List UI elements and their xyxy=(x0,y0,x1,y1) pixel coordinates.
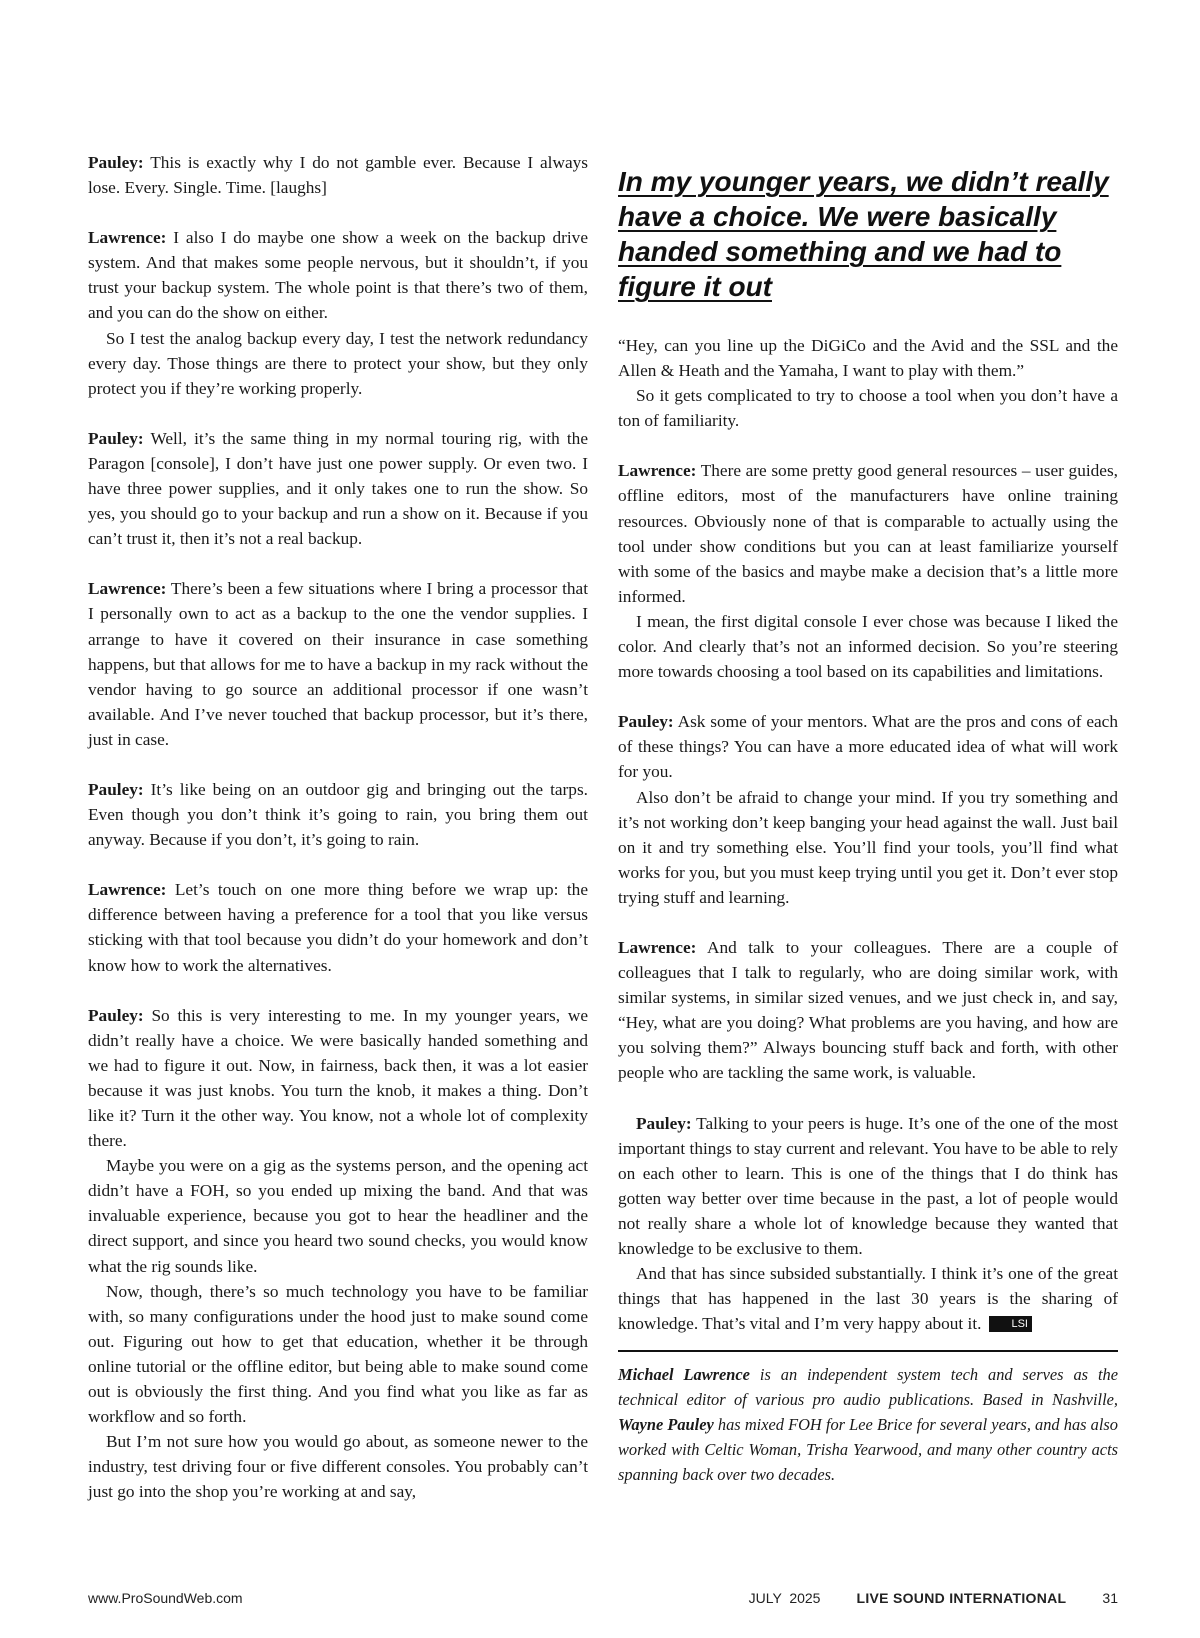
paragraph-text: And that has since subsided substantially. I think it’s one of the great things that has happened in the last 30 years is the sharing of knowledge. That’s vital and I’m very happy about it. xyxy=(618,1264,1118,1334)
paragraph-text: “Hey, can you line up the DiGiCo and the Avid and the SSL and the Allen & Heath and the Yamaha, I want to play with them.” xyxy=(618,336,1118,381)
footer-page-number: 31 xyxy=(1102,1590,1118,1606)
speaker-label: Pauley: xyxy=(636,1113,692,1133)
paragraph xyxy=(88,1153,588,1278)
right-column xyxy=(618,150,1118,1487)
bio-name: Michael Lawrence xyxy=(618,1365,750,1385)
paragraph-text: Ask some of your mentors. What are the pros and cons of each of these things? You can have a more educated idea of what will work for you. xyxy=(618,712,1118,782)
footer-magazine-name: LIVE SOUND INTERNATIONAL xyxy=(856,1590,1067,1606)
paragraph-text: So it gets complicated to try to choose a tool when you don’t have a ton of familiarity. xyxy=(618,386,1118,431)
speaker-label: Lawrence: xyxy=(618,937,697,957)
speaker-label: Pauley: xyxy=(618,712,674,732)
paragraph xyxy=(618,458,1118,609)
paragraph xyxy=(88,576,588,752)
end-mark-badge: LSI xyxy=(989,1316,1032,1332)
speaker-label: Pauley: xyxy=(88,1005,144,1025)
paragraph-text: Let’s touch on one more thing before we wrap up: the difference between having a preference for a tool that you like versus sticking with that tool because you didn’t do your homework and don’t know how to work the alternatives. xyxy=(88,880,588,975)
paragraph-text: I also I do maybe one show a week on the backup drive system. And that makes some people nervous, but it shouldn’t, if you trust your backup system. The whole point is that there’s two of them, and you can do the show on either. xyxy=(88,228,588,323)
paragraph xyxy=(88,777,588,852)
speaker-label: Pauley: xyxy=(88,779,144,799)
paragraph-text: Maybe you were on a gig as the systems person, and the opening act didn’t have a FOH, so you ended up mixing the band. And that was invaluable experience, because you got to hear the headliner and the direct support, and since you heard two sound checks, you would know what the rig sounds like. xyxy=(88,1156,588,1276)
paragraph xyxy=(618,935,1118,1086)
bio-name: Wayne Pauley xyxy=(618,1415,714,1435)
paragraph xyxy=(88,326,588,401)
paragraph xyxy=(618,1261,1118,1336)
pull-quote: In my younger years, we didn’t really have a choice. We were basically handed something and we had to figure it out xyxy=(618,166,1109,302)
footer-url[interactable]: www.ProSoundWeb.com xyxy=(88,1590,243,1606)
paragraph-text: This is exactly why I do not gamble ever. Because I always lose. Every. Single. Time. [laughs] xyxy=(88,153,588,198)
paragraph-text: It’s like being on an outdoor gig and bringing out the tarps. Even though you don’t think it’s going to rain, you bring them out anyway. Because if you don’t, it’s going to rain. xyxy=(88,779,588,850)
paragraph-text: And talk to your colleagues. There are a couple of colleagues that I talk to regularly, who are doing similar work, with similar systems, in similar sized venues, and we just check in, and say, “Hey, what are you doing? What problems are you having, and how are you solving them?” Always bouncing stuff back and forth, with other people who are tackling the same work, is valuable. xyxy=(618,937,1118,1083)
paragraph-text: There’s been a few situations where I bring a processor that I personally own to act as a backup to the one the vendor supplies. I arrange to have it covered on their insurance in case something happens, but that allows for me to have a backup in my rack without the vendor having to go source an additional processor if one wasn’t available. And I’ve never touched that backup processor, but it’s there, just in case. xyxy=(88,579,588,749)
paragraph-text: Well, it’s the same thing in my normal touring rig, with the Paragon [console], I don’t have just one power supply. Or even two. I have three power supplies, and it only takes one to run the show. So yes, you should go to your backup and run a show on it. Because if you can’t trust it, then it’s not a real backup. xyxy=(88,428,588,549)
paragraph xyxy=(618,785,1118,910)
paragraph xyxy=(88,426,588,551)
paragraph xyxy=(618,1111,1118,1262)
speaker-label: Pauley: xyxy=(88,153,144,172)
paragraph xyxy=(618,333,1118,383)
page-footer xyxy=(88,1590,1118,1614)
left-column xyxy=(88,150,588,1505)
paragraph xyxy=(88,1003,588,1154)
paragraph xyxy=(88,877,588,977)
paragraph-text: So I test the analog backup every day, I test the network redundancy every day. Those things are there to protect your show, but they only protect you if they’re working properly. xyxy=(88,328,588,398)
paragraph xyxy=(618,383,1118,433)
footer-issue-date: JULY 2025 xyxy=(748,1590,821,1606)
author-bio xyxy=(618,1350,1118,1487)
paragraph xyxy=(88,1279,588,1430)
paragraph xyxy=(618,609,1118,684)
speaker-label: Pauley: xyxy=(88,428,144,448)
bio-text: has mixed FOH for Lee Brice for several years, and has also worked with Celtic Woman, Trisha Yearwood, and many other country acts spanning back over two decades. xyxy=(618,1415,1118,1485)
speaker-label: Lawrence: xyxy=(618,461,697,481)
paragraph xyxy=(618,709,1118,784)
paragraph-text: So this is very interesting to me. In my younger years, we didn’t really have a choice. We were basically handed something and we had to figure it out. Now, in fairness, back then, it was a lot easier because it was just knobs. You turn the knob, it makes a thing. Don’t like it? Turn it the other way. You know, not a whole lot of complexity there. xyxy=(88,1005,588,1151)
paragraph-text: There are some pretty good general resources – user guides, offline editors, most of the manufacturers have online training resources. Obviously none of that is comparable to actually using the tool under show conditions but you can at least familiarize yourself with some of the basics and maybe make a decision that’s a little more informed. xyxy=(618,461,1118,606)
bio-text: is an independent system tech and serves as the technical editor of various pro audio publications. Based in Nashville, xyxy=(618,1365,1118,1410)
paragraph xyxy=(88,1429,588,1504)
speaker-label: Lawrence: xyxy=(88,579,167,599)
paragraph xyxy=(88,150,588,200)
paragraph xyxy=(88,225,588,325)
paragraph-text: Talking to your peers is huge. It’s one of the one of the most important things to stay current and relevant. You have to be able to rely on each other to learn. This is one of the things that I do think has gotten way better over time because in the past, a lot of people would not really share a whole lot of knowledge because they wanted that knowledge to be exclusive to them. xyxy=(618,1113,1118,1258)
paragraph-text: Now, though, there’s so much technology you have to be familiar with, so many configurations under the hood just to make sound come out. Figuring out how to get that education, whether it be through online tutorial or the offline editor, but being able to make sound come out is obviously the first thing. And you find what you like as far as workflow and so forth. xyxy=(88,1281,588,1427)
speaker-label: Lawrence: xyxy=(88,880,167,900)
speaker-label: Lawrence: xyxy=(88,228,167,248)
footer-right xyxy=(713,1590,1118,1606)
paragraph-text: But I’m not sure how you would go about, as someone newer to the industry, test driving four or five different consoles. You probably can’t just go into the shop you’re working at and say, xyxy=(88,1432,588,1502)
paragraph-text: I mean, the first digital console I ever chose was because I liked the color. And clearly that’s not an informed decision. So you’re steering more towards choosing a tool based on its capabilities and limitations. xyxy=(618,611,1118,682)
paragraph-text: Also don’t be afraid to change your mind. If you try something and it’s not working don’t keep banging your head against the wall. Just bail on it and try something else. You’ll find your tools, you’ll find what works for you, but you must keep trying until you get it. Don’t ever stop trying stuff and learning. xyxy=(618,787,1118,907)
